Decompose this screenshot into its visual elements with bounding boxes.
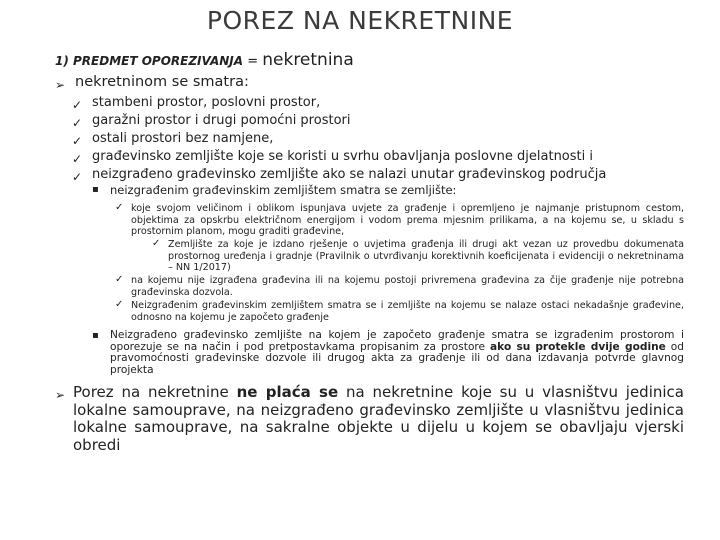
arrow-bullet-icon: ➢	[55, 78, 66, 92]
sub2-text: Neizgrađeno građevinsko zemljište na kojem je započeto građenje smatra se izgrađenim prostorom i oporezuje se na način i pod pretpostavkama propisanim za prostore	[110, 329, 684, 353]
section2-paragraph	[73, 384, 684, 454]
section-heading	[55, 50, 354, 70]
square-bullet-icon: ▪	[92, 184, 99, 195]
section2-bold: ne plaća se	[236, 383, 339, 401]
page-title: POREZ NA NEKRETNINE	[206, 6, 514, 35]
sub1-label: neizgrađenim građevinskim zemljištem smatra se zemljište:	[110, 183, 457, 197]
check-icon: ✓	[72, 152, 83, 166]
sub2-text: od pravomoćnosti građevinske dozvole ili drugog akta za građenje ili od dana izdavanja potvrde glavnog projekta	[110, 340, 684, 376]
check-icon: ✓	[72, 116, 83, 130]
list-item: ostali prostori bez namjene,	[92, 131, 274, 146]
list-item: stambeni prostor, poslovni prostor,	[92, 95, 321, 110]
heading-label: 1) PREDMET OPOREZIVANJA	[55, 54, 244, 68]
sub1-item: na kojemu nije izgrađena građevina ili na kojemu postoji privremena građevina za čije građenje nije potrebna građevinska dozvola.	[131, 275, 684, 298]
list-item: neizgrađeno građevinsko zemljište ako se nalazi unutar građevinskog područja	[92, 167, 607, 182]
check-icon: ✓	[72, 134, 83, 148]
check-icon: ✓	[115, 202, 124, 213]
sub1-item: koje svojom veličinom i oblikom ispunjava uvjete za građenje i opremljeno je najmanje pristupnom cestom, objektima za opskrbu električnom energijom i vodom prema mjesnim prilikama, a na kojemu se, u skladu s prostornim planom, mogu graditi građevine,	[131, 203, 684, 237]
check-icon: ✓	[115, 274, 124, 285]
sub2-bold: ako su	[490, 340, 531, 353]
list-item: građevinsko zemljište koje se koristi u svrhu obavljanja poslovne djelatnosti i	[92, 149, 593, 164]
sub1-nested-item: Zemljište za koje je izdano rješenje o uvjetima građenja ili drugi akt vezan uz provedbu dokumenata prostornog uređenja i gradnje (Pravilnik o utvrđivanju korektivnih koeficijenata i evidenciji o nekretninama – NN 1/2017)	[168, 239, 684, 273]
sub2-paragraph	[110, 330, 684, 376]
list-item: garažni prostor i drugi pomoćni prostori	[92, 113, 351, 128]
sub1-item: Neizgrađenim građevinskim zemljištem smatra se i zemljište na kojemu se nalaze ostaci nekadašnje građevine, odnosno na kojemu je započeto građenje	[131, 300, 684, 323]
sub2-bold: protekle dvije godine	[535, 340, 666, 353]
square-bullet-icon: ▪	[92, 330, 99, 341]
heading-value: nekretnina	[262, 50, 354, 70]
check-icon: ✓	[115, 299, 124, 310]
section2-text: na nekretnine koje su u vlasništvu jedinica lokalne samouprave, na neizgrađeno građevinsko zemljište u vlasništvu jedinica lokalne samouprave, na sakralne objekte u dijelu u kojem se obavljaju vjerski obredi	[73, 383, 684, 454]
section2-text: Porez na nekretnine	[73, 383, 237, 401]
check-icon: ✓	[72, 98, 83, 112]
heading-equals: =	[243, 54, 263, 69]
check-icon: ✓	[72, 170, 83, 184]
section1-label: nekretninom se smatra:	[75, 74, 249, 90]
arrow-bullet-icon: ➢	[55, 388, 66, 402]
check-icon: ✓	[152, 238, 161, 249]
